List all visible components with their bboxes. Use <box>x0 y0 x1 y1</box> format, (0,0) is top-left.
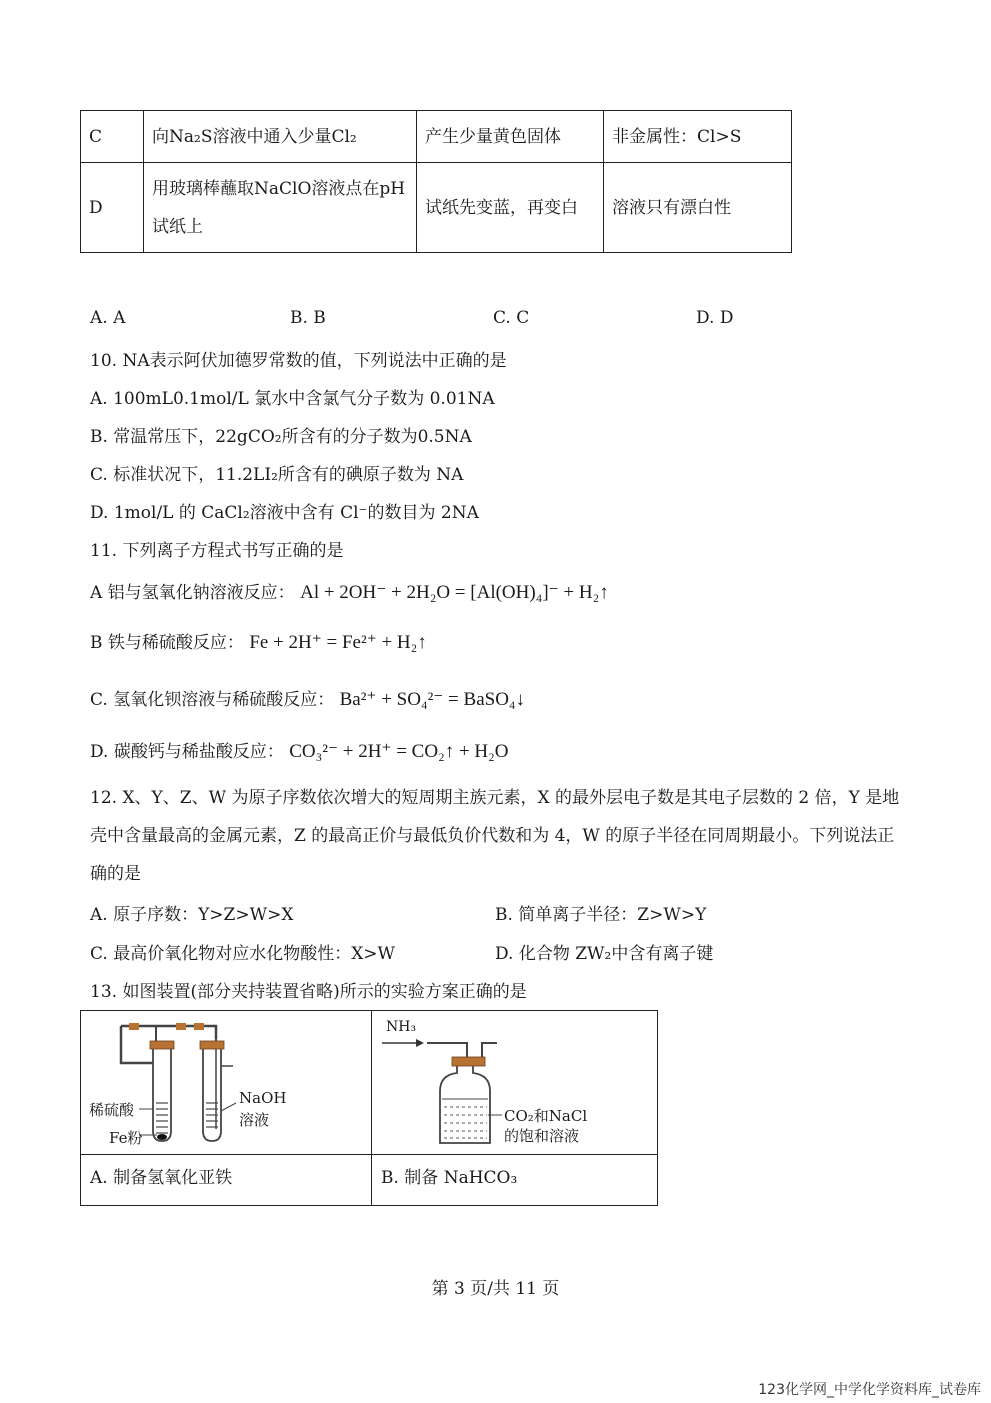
q11-option-b <box>90 628 427 654</box>
q9-option-b: B. B <box>290 308 326 328</box>
option-a-caption: A. 制备氢氧化亚铁 <box>81 1154 371 1205</box>
figure-b <box>372 1011 657 1154</box>
q12-option-b: B. 简单离子半径：Z>W>Y <box>495 905 707 925</box>
watermark: 123化学网_中学化学资料库_试卷库 <box>758 1382 981 1398</box>
label-naoh: NaOH <box>239 1089 287 1107</box>
row-operation: 用玻璃棒蘸取NaClO溶液点在pH试纸上 <box>144 163 417 253</box>
option-label: B 铁与稀硫酸反应： <box>90 633 244 653</box>
row-phenomenon: 产生少量黄色固体 <box>417 111 604 163</box>
q12-option-c: C. 最高价氧化物对应水化物酸性：X>W <box>90 944 396 964</box>
label-fe-powder: Fe粉 <box>109 1129 143 1147</box>
row-phenomenon: 试纸先变蓝，再变白 <box>417 163 604 253</box>
ionic-equation: Al + 2OH⁻ + 2H₂O = [Al(OH)₄]⁻ + H₂↑ <box>300 582 609 603</box>
row-conclusion: 溶液只有漂白性 <box>604 163 792 253</box>
q12-option-a: A. 原子序数：Y>Z>W>X <box>90 905 294 925</box>
row-label: C <box>81 111 144 163</box>
row-conclusion: 非金属性：Cl>S <box>604 111 792 163</box>
q13-stem: 13. 如图装置(部分夹持装置省略)所示的实验方案正确的是 <box>90 982 527 1002</box>
ionic-equation: CO₃²⁻ + 2H⁺ = CO₂↑ + H₂O <box>289 741 509 762</box>
q13-table <box>80 1010 658 1206</box>
q9-option-a: A. A <box>90 308 126 328</box>
row-label: D <box>81 163 144 253</box>
page-footer: 第 3 页/共 11 页 <box>431 1279 560 1299</box>
figure-a-cell <box>81 1011 372 1206</box>
row-operation: 向Na₂S溶液中通入少量Cl₂ <box>144 111 417 163</box>
q12-stem-line-2: 壳中含量最高的金属元素，Z 的最高正价与最低负价代数和为 4，W 的原子半径在同周期最小。下列说法正 <box>90 826 895 846</box>
ionic-equation: Ba²⁺ + SO₄²⁻ = BaSO₄↓ <box>339 689 526 710</box>
q11-stem: 11. 下列离子方程式书写正确的是 <box>90 541 344 561</box>
q10-stem: 10. NA表示阿伏加德罗常数的值，下列说法中正确的是 <box>90 351 507 371</box>
label-saturated-solution: 的饱和溶液 <box>504 1127 580 1145</box>
q10-option-b: B. 常温常压下，22gCO₂所含有的分子数为0.5NA <box>90 427 472 447</box>
option-label: A 铝与氢氧化钠溶液反应： <box>90 583 295 603</box>
q9-option-c: C. C <box>493 308 530 328</box>
option-b-caption: B. 制备 NaHCO₃ <box>372 1154 657 1205</box>
q10-option-d: D. 1mol/L 的 CaCl₂溶液中含有 Cl⁻的数目为 2NA <box>90 503 479 523</box>
label-solution: 溶液 <box>239 1111 270 1129</box>
q12-stem-line-1: 12. X、Y、Z、W 为原子序数依次增大的短周期主族元素，X 的最外层电子数是其电子层数的 2 倍，Y 是地 <box>90 788 900 808</box>
q10-option-a: A. 100mL0.1mol/L 氯水中含氯气分子数为 0.01NA <box>90 389 495 409</box>
q12-stem-line-3: 确的是 <box>90 864 141 884</box>
figure-a <box>81 1011 371 1154</box>
table-row <box>81 111 792 163</box>
ionic-equation: Fe + 2H⁺ = Fe²⁺ + H₂↑ <box>249 632 427 653</box>
label-nh3: NH₃ <box>386 1019 417 1035</box>
q11-option-c <box>90 685 525 711</box>
label-co2-nacl: CO₂和NaCl <box>504 1107 588 1125</box>
q11-option-d <box>90 737 508 763</box>
table-row <box>81 163 792 253</box>
option-label: D. 碳酸钙与稀盐酸反应： <box>90 742 284 762</box>
q9-table <box>80 110 792 253</box>
option-label: C. 氢氧化钡溶液与稀硫酸反应： <box>90 690 335 710</box>
q12-option-d: D. 化合物 ZW₂中含有离子键 <box>495 944 714 964</box>
q11-option-a <box>90 578 609 604</box>
q10-option-c: C. 标准状况下，11.2LI₂所含有的碘原子数为 NA <box>90 465 464 485</box>
figure-b-cell <box>372 1011 658 1206</box>
q9-option-d: D. D <box>696 308 734 328</box>
label-dilute-sulfuric-acid: 稀硫酸 <box>89 1101 135 1119</box>
